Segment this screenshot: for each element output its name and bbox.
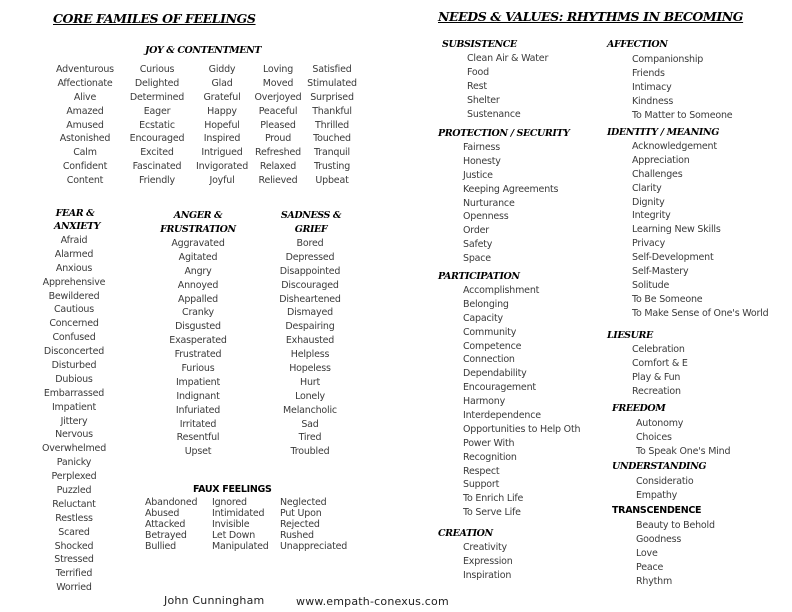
faux-column [280, 497, 347, 552]
affection-heading: AFFECTION [607, 39, 668, 50]
list-item: Belonging [463, 298, 509, 310]
list-item: Power With [463, 437, 515, 449]
list-item: Furious [181, 363, 215, 375]
list-item: Worried [56, 582, 92, 594]
list-item: Recognition [463, 451, 517, 463]
list-item: Aggravated [171, 238, 225, 249]
list-item: Scared [58, 526, 90, 538]
list-item: Opportunities to Help Oth [463, 423, 581, 435]
list-item: Depressed [285, 251, 335, 263]
list-item: Order [463, 225, 489, 237]
list-item: Apprehensive [42, 276, 106, 288]
list-item: Impatient [175, 376, 221, 388]
list-item: Panicky [56, 457, 92, 469]
list-item: Annoyed [177, 279, 219, 291]
list-item: Accomplishment [463, 285, 540, 296]
list-item: Invisible [212, 519, 250, 530]
list-item: Peaceful [258, 105, 298, 117]
list-item: Perplexed [51, 471, 97, 483]
list-item: Choices [636, 431, 672, 443]
list-item: Learning New Skills [632, 224, 721, 236]
list-item: Hurt [300, 376, 320, 388]
list-item: Shocked [54, 540, 94, 552]
list-item: Intimacy [632, 81, 672, 93]
list-item: Indignant [176, 390, 220, 402]
subsistence-heading: SUBSISTENCE [442, 39, 517, 50]
joy-column [52, 63, 118, 188]
list-item: Rhythm [636, 575, 673, 587]
list-item: Manipulated [212, 541, 269, 552]
identity-list [632, 140, 769, 321]
fear-list [40, 234, 108, 595]
list-item: Troubled [290, 446, 330, 458]
fear-heading-line1: FEAR & [55, 208, 95, 219]
list-item: Dignity [632, 196, 665, 208]
list-item: Cautious [53, 304, 95, 316]
list-item: Grateful [203, 91, 241, 103]
list-item: Afraid [60, 235, 88, 246]
list-item: Nervous [55, 429, 93, 441]
identity-heading: IDENTITY / MEANING [607, 127, 719, 138]
list-item: Curious [139, 64, 175, 75]
list-item: Attacked [145, 519, 186, 530]
list-item: Appalled [178, 293, 218, 305]
list-item: Irritated [179, 418, 217, 430]
list-item: Excited [140, 147, 174, 159]
joy-column [304, 63, 360, 188]
list-item: Lonely [295, 390, 325, 402]
list-item: Celebration [632, 344, 685, 355]
list-item: To Speak One's Mind [636, 445, 731, 457]
list-item: Puzzled [56, 485, 92, 497]
list-item: Kindness [632, 95, 674, 107]
liesure-list [632, 343, 688, 399]
freedom-heading: FREEDOM [612, 403, 666, 414]
list-item: Dismayed [287, 307, 333, 319]
list-item: Anxious [55, 262, 93, 274]
list-item: Ecstatic [139, 119, 175, 131]
list-item: Stimulated [307, 77, 357, 89]
author-name: John Cunningham [164, 594, 265, 607]
understanding-heading: UNDERSTANDING [612, 461, 707, 472]
list-item: Exasperated [169, 335, 227, 347]
list-item: Disgusted [175, 321, 221, 333]
list-item: Unappreciated [280, 541, 348, 552]
list-item: Acknowledgement [632, 141, 717, 152]
anger-heading [155, 209, 241, 237]
list-item: Confused [52, 332, 96, 344]
list-item: Self-Mastery [632, 266, 689, 278]
list-item: Content [66, 175, 104, 187]
list-item: Goodness [636, 533, 682, 545]
list-item: Capacity [463, 312, 503, 324]
needs-title: NEEDS & VALUES: RHYTHMS IN BECOMING [438, 9, 744, 24]
sadness-heading-line2: GRIEF [294, 224, 328, 235]
list-item: Disheartened [279, 293, 341, 305]
list-item: Self-Development [632, 252, 714, 264]
list-item: Inspiration [463, 569, 512, 581]
list-item: Tired [298, 432, 322, 444]
list-item: Calm [73, 147, 97, 159]
list-item: Angry [184, 265, 212, 277]
joy-column [124, 63, 190, 188]
list-item: Joyful [209, 175, 235, 187]
joy-column [253, 63, 303, 188]
anger-heading-line1: ANGER & [173, 210, 223, 221]
sadness-heading-line1: SADNESS & [280, 210, 342, 221]
affection-list [632, 53, 732, 122]
sadness-heading [276, 209, 346, 237]
list-item: Bewildered [48, 290, 100, 302]
list-item: Melancholic [283, 404, 337, 416]
list-item: Solitude [632, 279, 670, 291]
list-item: Thankful [312, 105, 352, 117]
list-item: Beauty to Behold [636, 520, 715, 531]
list-item: Terrified [55, 568, 93, 580]
faux-column [212, 497, 269, 552]
list-item: Affectionate [57, 77, 113, 89]
list-item: Love [636, 547, 658, 559]
list-item: Autonomy [636, 418, 684, 429]
list-item: Community [463, 326, 517, 338]
list-item: Satisfied [312, 64, 352, 75]
list-item: Invigorated [195, 161, 249, 173]
list-item: Amused [66, 119, 104, 131]
list-item: Upset [184, 446, 212, 458]
joy-heading: JOY & CONTENTMENT [145, 45, 262, 56]
list-item: Integrity [632, 210, 671, 222]
list-item: Neglected [280, 497, 327, 508]
list-item: Play & Fun [632, 371, 681, 383]
list-item: To Matter to Someone [632, 109, 733, 121]
list-item: Agitated [178, 251, 218, 263]
participation-list [463, 284, 580, 520]
protection-list [463, 141, 558, 266]
list-item: Proud [264, 133, 292, 145]
anger-heading-line2: FRUSTRATION [160, 224, 236, 235]
list-item: Safety [463, 239, 493, 251]
list-item: Rest [467, 80, 487, 92]
list-item: Stressed [54, 554, 94, 566]
transcendence-list [636, 519, 715, 588]
list-item: Respect [463, 465, 500, 477]
list-item: Sustenance [467, 108, 521, 120]
list-item: Overjoyed [254, 91, 302, 103]
list-item: Hopeful [204, 119, 240, 131]
list-item: Adventurous [56, 64, 114, 75]
list-item: Recreation [632, 385, 681, 397]
list-item: Cranky [182, 307, 214, 319]
list-item: Frustrated [174, 349, 222, 361]
liesure-heading: LIESURE [607, 330, 653, 341]
transcendence-heading: TRANSCENDENCE [612, 505, 702, 516]
list-item: Challenges [632, 168, 683, 180]
list-item: Pleased [260, 119, 296, 131]
list-item: Dubious [55, 373, 93, 385]
freedom-list [636, 417, 730, 459]
list-item: Clean Air & Water [467, 53, 549, 64]
list-item: Despairing [285, 321, 335, 333]
list-item: Betrayed [145, 530, 187, 541]
list-item: Bored [296, 238, 324, 249]
website-link[interactable]: www.empath-conexus.com [296, 595, 449, 608]
list-item: Peace [636, 561, 664, 573]
list-item: Clarity [632, 182, 662, 194]
list-item: Tranquil [314, 147, 350, 159]
list-item: Resentful [176, 432, 220, 444]
list-item: Surprised [310, 91, 354, 103]
list-item: Companionship [632, 54, 704, 65]
list-item: Disconcerted [43, 346, 105, 358]
list-item: Friends [632, 67, 665, 79]
list-item: Restless [55, 512, 93, 524]
list-item: Relieved [258, 175, 298, 187]
list-item: Intrigued [201, 147, 243, 159]
list-item: Trusting [313, 161, 351, 173]
list-item: Touched [313, 133, 351, 145]
list-item: Glad [211, 77, 233, 89]
list-item: Jittery [60, 415, 88, 427]
list-item: Intimidated [212, 508, 265, 519]
list-item: Determined [129, 91, 185, 103]
list-item: To Enrich Life [463, 493, 524, 505]
list-item: Justice [463, 169, 493, 181]
list-item: Expression [463, 555, 513, 567]
list-item: Fairness [463, 142, 500, 153]
creation-heading: CREATION [438, 528, 493, 539]
list-item: Amazed [66, 105, 104, 117]
list-item: Shelter [467, 94, 500, 106]
list-item: Delighted [134, 77, 180, 89]
list-item: Alarmed [54, 248, 94, 260]
list-item: Bullied [145, 541, 176, 552]
list-item: Loving [262, 64, 294, 75]
list-item: Discouraged [281, 279, 339, 291]
list-item: Dependability [463, 368, 527, 380]
list-item: Harmony [463, 396, 506, 408]
list-item: Disturbed [51, 360, 97, 372]
list-item: To Make Sense of One's World [632, 307, 769, 319]
list-item: Creativity [463, 542, 507, 553]
list-item: Impatient [51, 401, 97, 413]
protection-heading: PROTECTION / SECURITY [438, 128, 570, 139]
list-item: Competence [463, 340, 522, 352]
list-item: Hopeless [289, 363, 331, 375]
anger-list [158, 237, 238, 459]
feelings-title: CORE FAMILES OF FEELINGS [53, 11, 256, 26]
list-item: Exhausted [285, 335, 335, 347]
list-item: Rushed [280, 530, 314, 541]
list-item: Giddy [208, 64, 236, 75]
list-item: Appreciation [632, 154, 690, 166]
list-item: Confident [62, 161, 108, 173]
list-item: Eager [143, 105, 171, 117]
understanding-list [636, 475, 693, 503]
sadness-list [272, 237, 348, 459]
list-item: Moved [262, 77, 294, 89]
list-item: Astonished [59, 133, 111, 145]
list-item: Thrilled [315, 119, 349, 131]
list-item: Relaxed [259, 161, 297, 173]
fear-heading-line2: ANXIETY [54, 221, 101, 232]
list-item: Support [463, 479, 500, 491]
list-item: Empathy [636, 489, 678, 501]
list-item: To Serve Life [463, 507, 521, 519]
list-item: Privacy [632, 238, 665, 250]
joy-column [192, 63, 252, 188]
fear-heading [40, 207, 110, 220]
list-item: Honesty [463, 155, 501, 167]
subsistence-list [467, 52, 548, 121]
participation-heading: PARTICIPATION [438, 271, 520, 282]
list-item: Openness [463, 211, 509, 223]
list-item: Let Down [212, 530, 256, 541]
creation-list [463, 541, 513, 583]
list-item: Infuriated [175, 404, 221, 416]
list-item: Disappointed [279, 265, 341, 277]
list-item: Happy [207, 105, 237, 117]
list-item: Connection [463, 354, 515, 366]
list-item: Concerned [49, 318, 99, 330]
list-item: Interdependence [463, 410, 541, 422]
list-item: Consideratio [636, 476, 694, 487]
list-item: Nurturance [463, 197, 515, 209]
list-item: Refreshed [255, 147, 301, 159]
list-item: Fascinated [132, 161, 182, 173]
faux-column [145, 497, 197, 552]
list-item: Rejected [280, 519, 320, 530]
list-item: Keeping Agreements [463, 183, 559, 195]
list-item: Space [463, 253, 491, 265]
list-item: Food [467, 66, 489, 78]
list-item: Helpless [290, 349, 330, 361]
list-item: Encouraged [129, 133, 185, 145]
list-item: Comfort & E [632, 357, 688, 369]
list-item: Encouragement [463, 382, 536, 394]
list-item: Put Upon [280, 508, 322, 519]
list-item: Upbeat [315, 175, 349, 187]
list-item: Overwhelmed [41, 443, 107, 455]
list-item: Abused [145, 508, 180, 519]
list-item: Alive [73, 91, 97, 103]
list-item: To Be Someone [632, 293, 703, 305]
list-item: Inspired [203, 133, 241, 145]
faux-heading: FAUX FEELINGS [193, 484, 272, 495]
list-item: Reluctant [52, 498, 96, 510]
list-item: Sad [301, 418, 319, 430]
list-item: Ignored [212, 497, 247, 508]
fear-heading-line2-wrap [54, 220, 100, 233]
list-item: Abandoned [145, 497, 198, 508]
list-item: Friendly [139, 175, 175, 187]
list-item: Embarrassed [43, 387, 105, 399]
